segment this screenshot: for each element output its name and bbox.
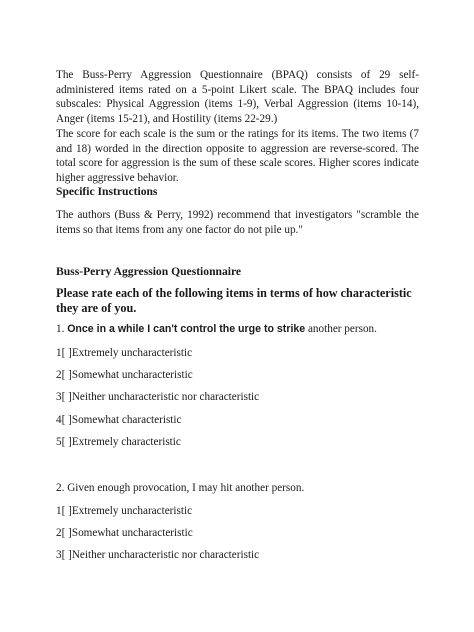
item-1-option-4[interactable]: 4[ ]Somewhat characteristic <box>56 414 182 426</box>
intro-paragraph-1: The Buss-Perry Aggression Questionnaire (BPAQ) consists of 29 self-administered items rated on a 5-point Likert scale. The BPAQ includes four subscales: Physical Aggression (items 1-9), Verbal Aggression (items 10-14), Anger (items 15-21), and Hostility (items 22-29.) <box>56 69 419 125</box>
item-2-option-2[interactable]: 2[ ]Somewhat uncharacteristic <box>56 527 193 539</box>
questionnaire-title: Buss-Perry Aggression Questionnaire <box>56 265 242 278</box>
item-2-question <box>56 481 419 496</box>
intro-paragraph-2: The score for each scale is the sum or the ratings for its items. The two items (7 and 18) worded in the direction opposite to aggression are reverse-scored. The total score for aggression is the sum of these scale scores. Higher scores indicate higher aggressive behavior. <box>56 128 419 184</box>
item-1-number: 1. <box>56 323 65 335</box>
item-1-option-2[interactable]: 2[ ]Somewhat uncharacteristic <box>56 369 193 381</box>
item-1-question <box>56 322 419 337</box>
item-1-option-1[interactable]: 1[ ]Extremely uncharacteristic <box>56 347 193 359</box>
item-2-text: Given enough provocation, I may hit another person. <box>67 482 305 494</box>
item-1-text-bold: Once in a while I can't control the urge to strike <box>67 323 306 335</box>
item-2-option-1[interactable]: 1[ ]Extremely uncharacteristic <box>56 505 193 517</box>
item-2-option-3[interactable]: 3[ ]Neither uncharacteristic nor characteristic <box>56 549 260 561</box>
item-1-text-rest: another person. <box>307 323 377 335</box>
item-2-number: 2. <box>56 482 65 494</box>
item-1-option-3[interactable]: 3[ ]Neither uncharacteristic nor characteristic <box>56 391 260 403</box>
questionnaire-instruction: Please rate each of the following items in terms of how characteristic they are of you. <box>56 286 412 316</box>
specific-instructions-text: The authors (Buss & Perry, 1992) recommend that investigators "scramble the items so that items from any one factor do not pile up." <box>56 209 419 236</box>
item-1-option-5[interactable]: 5[ ]Extremely characteristic <box>56 436 181 448</box>
specific-instructions-heading: Specific Instructions <box>56 185 158 198</box>
